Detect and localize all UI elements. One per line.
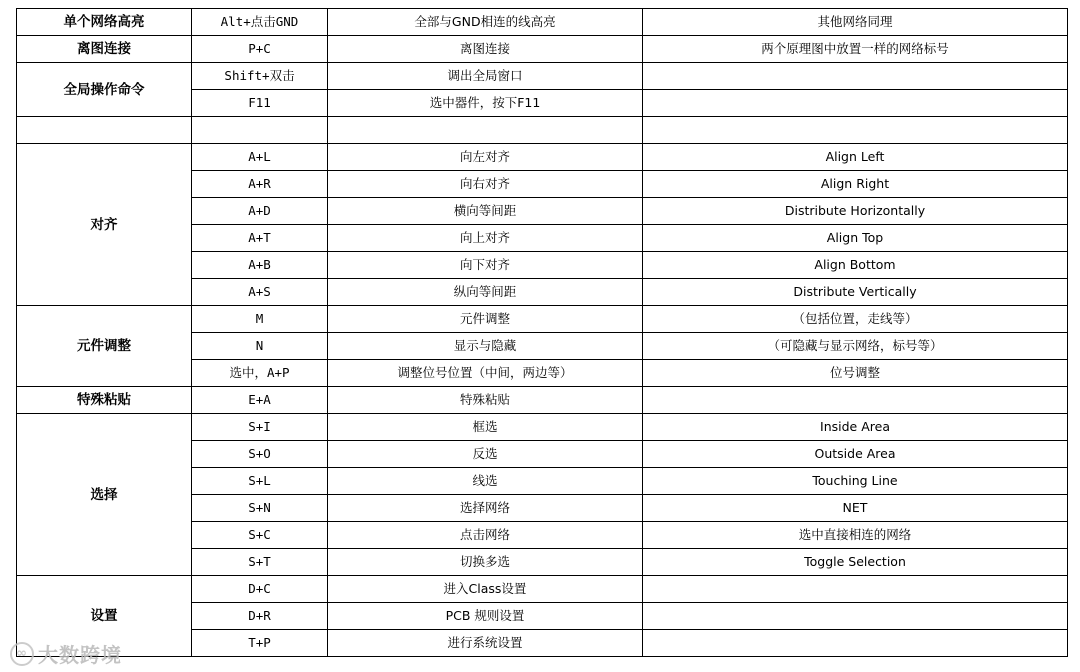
note-cell: Align Top <box>643 225 1068 252</box>
table-row <box>17 306 1068 333</box>
shortcut-cell: D+C <box>192 576 328 603</box>
category-cell: 特殊粘贴 <box>17 387 192 414</box>
note-cell: （可隐藏与显示网络，标号等） <box>643 333 1068 360</box>
note-cell <box>643 576 1068 603</box>
note-cell: Align Left <box>643 144 1068 171</box>
function-cell: 进行系统设置 <box>328 630 643 657</box>
shortcut-cell: Shift+双击 <box>192 63 328 90</box>
shortcut-cell: S+N <box>192 495 328 522</box>
function-cell: 切换多选 <box>328 549 643 576</box>
function-cell: 选中器件，按下F11 <box>328 90 643 117</box>
category-cell: 离图连接 <box>17 36 192 63</box>
table-row <box>17 576 1068 603</box>
function-cell: 离图连接 <box>328 36 643 63</box>
category-cell: 设置 <box>17 576 192 657</box>
note-cell: Align Right <box>643 171 1068 198</box>
category-cell: 全局操作命令 <box>17 63 192 117</box>
function-cell <box>328 117 643 144</box>
category-cell: 单个网络高亮 <box>17 9 192 36</box>
shortcut-cell: E+A <box>192 387 328 414</box>
function-cell: 纵向等间距 <box>328 279 643 306</box>
shortcut-cell: S+O <box>192 441 328 468</box>
note-cell: Touching Line <box>643 468 1068 495</box>
category-cell: 选择 <box>17 414 192 576</box>
function-cell: 全部与GND相连的线高亮 <box>328 9 643 36</box>
note-cell: Distribute Vertically <box>643 279 1068 306</box>
shortcut-cell: P+C <box>192 36 328 63</box>
function-cell: 向左对齐 <box>328 144 643 171</box>
function-cell: 元件调整 <box>328 306 643 333</box>
shortcut-cell: A+B <box>192 252 328 279</box>
function-cell: 进入Class设置 <box>328 576 643 603</box>
function-cell: 点击网络 <box>328 522 643 549</box>
note-cell: Inside Area <box>643 414 1068 441</box>
shortcut-cell: 选中，A+P <box>192 360 328 387</box>
note-cell <box>643 90 1068 117</box>
shortcut-cell: A+T <box>192 225 328 252</box>
shortcut-cell: M <box>192 306 328 333</box>
shortcut-cell <box>192 117 328 144</box>
table-row <box>17 387 1068 414</box>
shortcut-table <box>16 8 1068 657</box>
note-cell: Align Bottom <box>643 252 1068 279</box>
function-cell: 反选 <box>328 441 643 468</box>
function-cell: 调整位号位置（中间，两边等） <box>328 360 643 387</box>
note-cell: 其他网络同理 <box>643 9 1068 36</box>
shortcut-cell: T+P <box>192 630 328 657</box>
shortcut-table-body <box>17 9 1068 657</box>
function-cell: 特殊粘贴 <box>328 387 643 414</box>
note-cell: 两个原理图中放置一样的网络标号 <box>643 36 1068 63</box>
note-cell <box>643 603 1068 630</box>
shortcut-cell: A+L <box>192 144 328 171</box>
shortcut-cell: S+L <box>192 468 328 495</box>
note-cell: Outside Area <box>643 441 1068 468</box>
table-row <box>17 9 1068 36</box>
note-cell: Toggle Selection <box>643 549 1068 576</box>
note-cell <box>643 630 1068 657</box>
function-cell: 框选 <box>328 414 643 441</box>
note-cell: 位号调整 <box>643 360 1068 387</box>
function-cell: 显示与隐藏 <box>328 333 643 360</box>
note-cell: 选中直接相连的网络 <box>643 522 1068 549</box>
function-cell: 向上对齐 <box>328 225 643 252</box>
note-cell: （包括位置，走线等） <box>643 306 1068 333</box>
shortcut-cell: S+C <box>192 522 328 549</box>
category-cell <box>17 117 192 144</box>
shortcut-cell: S+T <box>192 549 328 576</box>
shortcut-cell: A+R <box>192 171 328 198</box>
note-cell <box>643 117 1068 144</box>
table-row <box>17 63 1068 90</box>
table-row <box>17 117 1068 144</box>
function-cell: 线选 <box>328 468 643 495</box>
category-cell: 对齐 <box>17 144 192 306</box>
function-cell: 向下对齐 <box>328 252 643 279</box>
shortcut-cell: S+I <box>192 414 328 441</box>
watermark-text: 大数跨境 <box>38 643 122 667</box>
function-cell: 向右对齐 <box>328 171 643 198</box>
note-cell <box>643 387 1068 414</box>
note-cell: NET <box>643 495 1068 522</box>
note-cell: Distribute Horizontally <box>643 198 1068 225</box>
table-row <box>17 36 1068 63</box>
function-cell: 选择网络 <box>328 495 643 522</box>
shortcut-cell: F11 <box>192 90 328 117</box>
function-cell: 横向等间距 <box>328 198 643 225</box>
table-row <box>17 414 1068 441</box>
function-cell: PCB 规则设置 <box>328 603 643 630</box>
function-cell: 调出全局窗口 <box>328 63 643 90</box>
table-row <box>17 144 1068 171</box>
note-cell <box>643 63 1068 90</box>
category-cell: 元件调整 <box>17 306 192 387</box>
watermark-logo-icon: ∞ <box>10 642 34 666</box>
shortcut-cell: A+S <box>192 279 328 306</box>
shortcut-cell: D+R <box>192 603 328 630</box>
shortcut-cell: Alt+点击GND <box>192 9 328 36</box>
shortcut-cell: N <box>192 333 328 360</box>
shortcut-cell: A+D <box>192 198 328 225</box>
watermark <box>10 639 122 668</box>
